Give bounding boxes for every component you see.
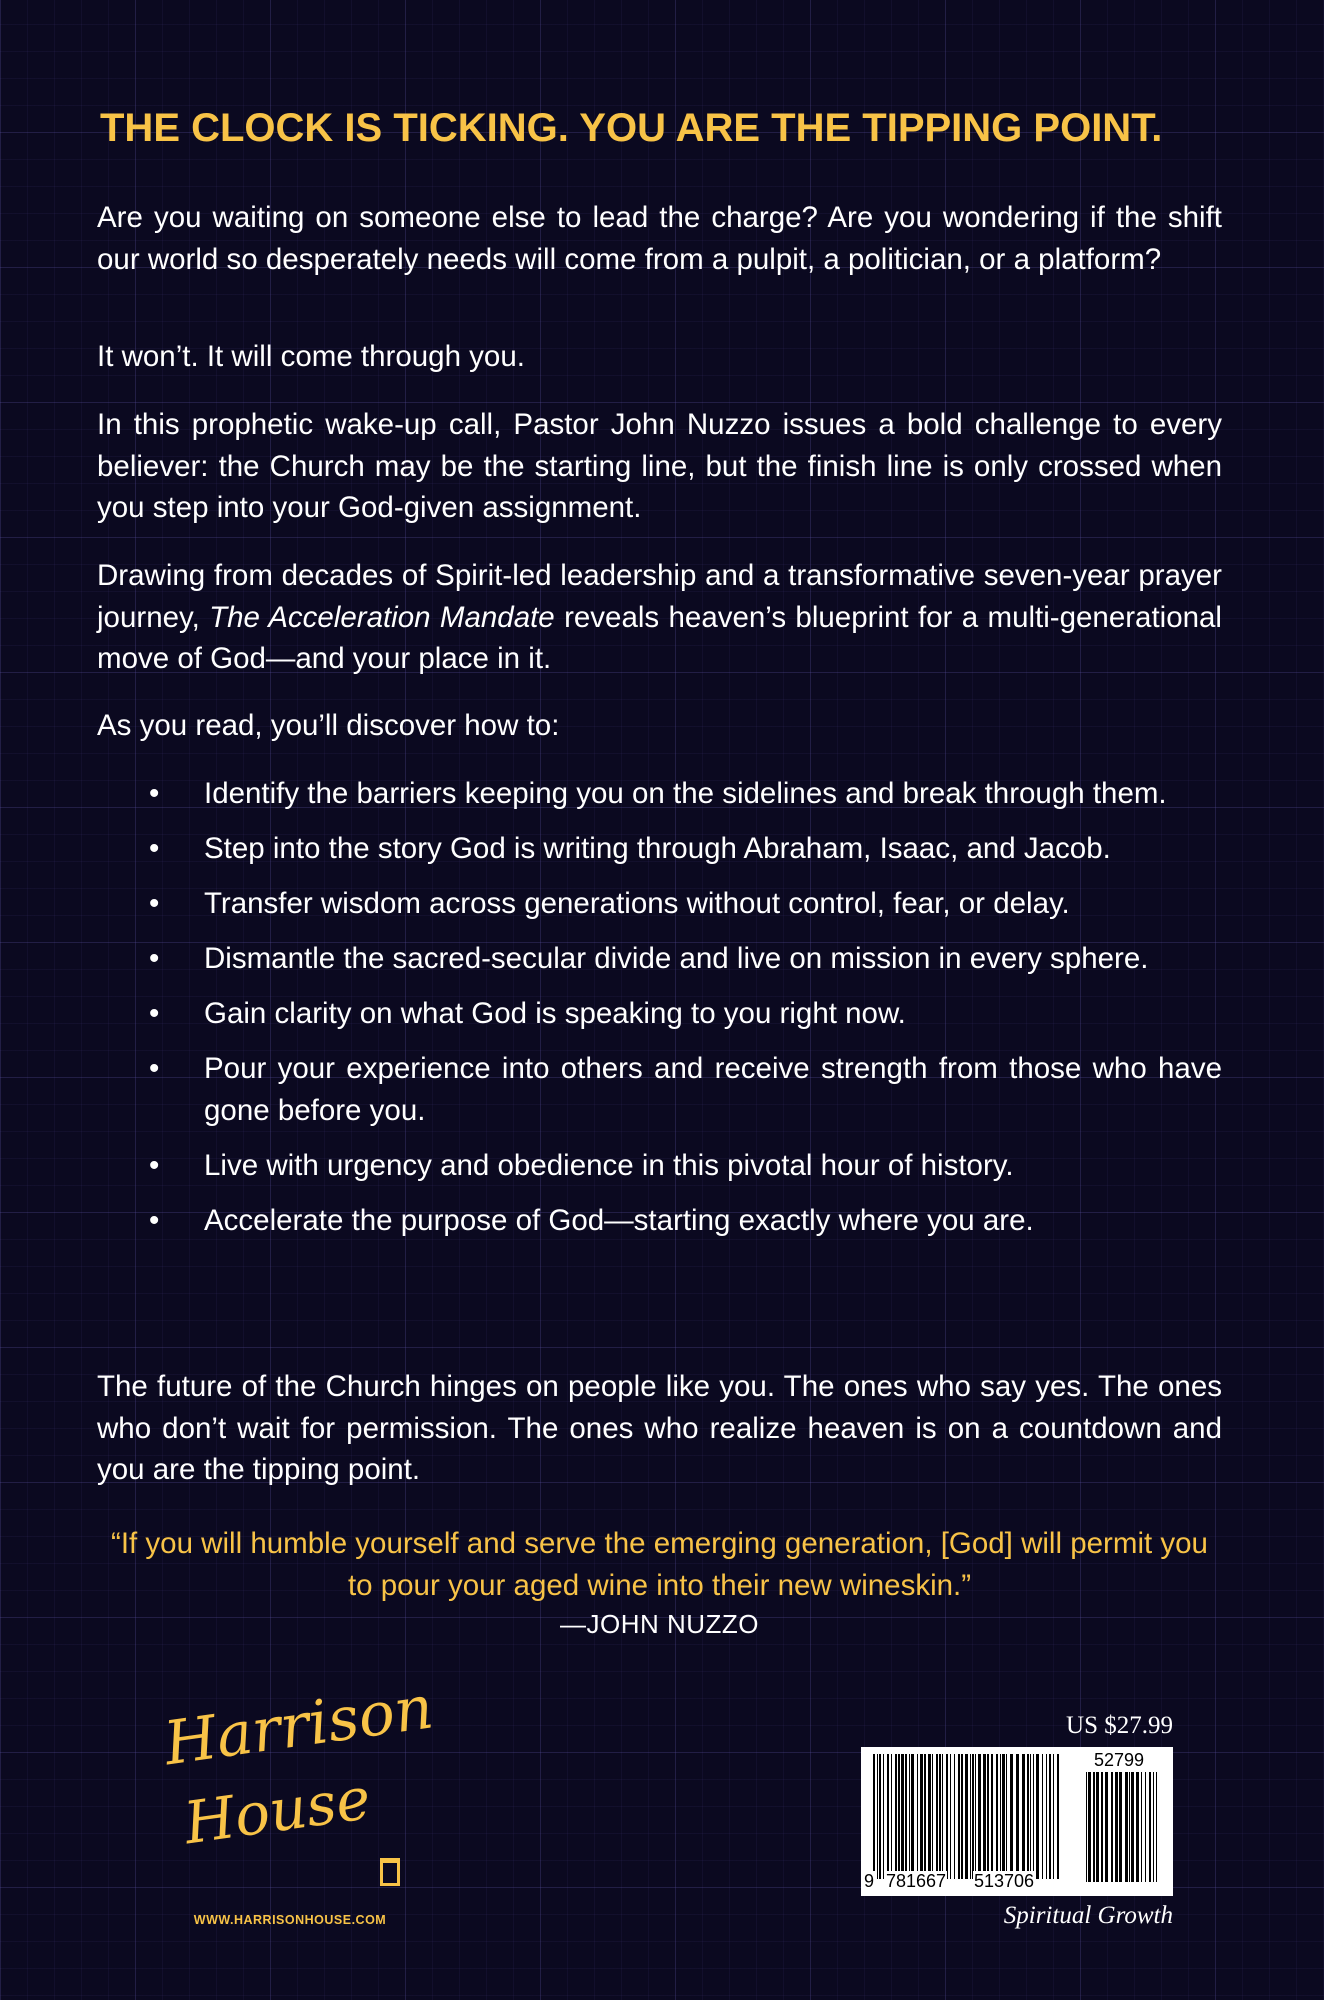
- bullet-icon: •: [149, 777, 160, 810]
- barcode-bar: [1036, 1754, 1039, 1879]
- barcode-bar: [1141, 1772, 1142, 1882]
- list-item-text: Accelerate the purpose of God—starting exactly where you are.: [204, 1203, 1034, 1237]
- answer-paragraph: It won’t. It will come through you.: [97, 340, 525, 373]
- barcode-bar: [877, 1754, 878, 1879]
- barcode-bar: [958, 1754, 960, 1879]
- barcode-bar: [879, 1754, 881, 1879]
- barcode-bar: [1027, 1754, 1029, 1879]
- list-item-text: Identify the barriers keeping you on the sidelines and break through them.: [204, 777, 1167, 810]
- list-item-text: Dismantle the sacred-secular divide and live on mission in every sphere.: [204, 942, 1149, 975]
- barcode-bar: [1105, 1772, 1108, 1882]
- barcode-bar: [942, 1754, 943, 1879]
- barcode-bar: [905, 1754, 907, 1879]
- barcode-bar: [1042, 1754, 1043, 1879]
- list-item: [97, 993, 1222, 1035]
- barcode-bar: [1000, 1754, 1001, 1879]
- barcode-bar: [1030, 1754, 1031, 1879]
- closing-paragraph: The future of the Church hinges on people like you. The ones who say yes. The ones who don’t wait for permission. The ones who realize heaven is on a countdown and you are the tipping point.: [97, 1370, 1222, 1486]
- barcode-bar: [1053, 1754, 1054, 1879]
- barcode-bar: [898, 1754, 900, 1879]
- logo-line-2: House: [180, 1763, 375, 1858]
- barcode-bar: [891, 1754, 892, 1879]
- barcode-bar: [1101, 1772, 1103, 1882]
- barcode-bar: [1046, 1754, 1047, 1879]
- barcode-bar: [1153, 1772, 1154, 1882]
- barcode-bar: [1093, 1772, 1095, 1882]
- barcode-lead-digit: 9: [864, 1871, 875, 1891]
- bullet-icon: •: [149, 887, 160, 920]
- list-item: [97, 938, 1222, 980]
- barcode-bar: [883, 1754, 884, 1879]
- barcode-bar: [975, 1754, 976, 1879]
- barcode-bar: [1002, 1754, 1005, 1879]
- barcode-addon-bars: [1086, 1772, 1158, 1882]
- barcode-bar: [920, 1754, 923, 1879]
- publisher-url: WWW.HARRISONHOUSE.COM: [193, 1913, 387, 1927]
- list-item: [97, 1145, 1222, 1187]
- barcode-bar: [924, 1754, 926, 1879]
- barcode-bar: [965, 1754, 968, 1879]
- list-item: [97, 828, 1222, 870]
- bullet-list: [97, 773, 1222, 1255]
- barcode-bar: [873, 1754, 875, 1879]
- price: US $27.99: [1066, 1712, 1173, 1739]
- barcode-bar: [917, 1754, 918, 1879]
- headline: THE CLOCK IS TICKING. YOU ARE THE TIPPING POINT.: [100, 106, 1163, 150]
- barcode-bar: [1033, 1754, 1034, 1879]
- blueprint-text-2: reveals heaven’s blueprint for a multi-generational move of God—and your place in it.: [97, 600, 1222, 675]
- barcode-bar: [991, 1754, 993, 1879]
- barcode-bar: [1016, 1754, 1019, 1879]
- bullet-icon: •: [149, 832, 160, 865]
- intro-paragraph: Are you waiting on someone else to lead the charge? Are you wondering if the shift our world so desperately needs will come from a pulpit, a politician, or a platform?: [97, 201, 1222, 276]
- barcode-group-1: 781667: [886, 1871, 947, 1891]
- barcode-bar: [895, 1754, 897, 1879]
- list-item: [97, 1048, 1222, 1131]
- book-title: The Acceleration Mandate: [209, 600, 555, 634]
- publisher-mark-icon: [380, 1858, 400, 1886]
- isbn-barcode: [861, 1747, 1173, 1896]
- barcode-bar: [946, 1754, 948, 1879]
- bullet-icon: •: [149, 1148, 160, 1182]
- logo-line-1: Harrison: [160, 1672, 438, 1780]
- barcode-group-2: 513706: [974, 1871, 1035, 1891]
- quote-attribution: —JOHN NUZZO: [559, 1609, 760, 1639]
- barcode-bar: [996, 1754, 998, 1879]
- barcode-bar: [1006, 1754, 1007, 1879]
- barcode-bar: [983, 1754, 986, 1879]
- barcode-bar: [1022, 1754, 1025, 1879]
- barcode-bar: [1136, 1772, 1139, 1882]
- barcode-bar: [961, 1754, 963, 1879]
- list-item: [97, 773, 1222, 815]
- list-item-text: Pour your experience into others and receive strength from those who have gone before you.: [204, 1052, 1222, 1127]
- barcode-bar: [887, 1754, 889, 1879]
- barcode-main-bars: [873, 1754, 1063, 1879]
- barcode-bar: [1096, 1772, 1099, 1882]
- bullet-icon: •: [149, 1052, 160, 1085]
- barcode-bar: [1111, 1772, 1113, 1882]
- bullet-icon: •: [149, 997, 160, 1030]
- barcode-bar: [1057, 1754, 1059, 1879]
- barcode-bar: [1010, 1754, 1013, 1879]
- list-item-text: Step into the story God is writing through Abraham, Isaac, and Jacob.: [204, 832, 1111, 865]
- barcode-bar: [970, 1754, 971, 1879]
- category-label: Spiritual Growth: [1003, 1902, 1173, 1929]
- barcode-bar: [1049, 1754, 1051, 1879]
- barcode-bar: [1115, 1772, 1118, 1882]
- barcode-bar: [954, 1754, 955, 1879]
- barcode-bar: [936, 1754, 938, 1879]
- barcode-bar: [939, 1754, 941, 1879]
- blueprint-text-1: Drawing from decades of Spirit-led leadership and a transformative seven-year prayer journey,: [97, 559, 1222, 634]
- discover-paragraph: As you read, you’ll discover how to:: [97, 709, 560, 742]
- barcode-bar: [1119, 1772, 1122, 1882]
- list-item: [97, 1200, 1222, 1242]
- pull-quote: “If you will humble yourself and serve the emerging generation, [God] will permit you to pour your aged wine into their new wineskin.”: [111, 1527, 1208, 1602]
- publisher-logo: [140, 1672, 450, 1890]
- barcode-addon-number: 52799: [1094, 1750, 1145, 1770]
- barcode-bar: [928, 1754, 931, 1879]
- list-item: [97, 883, 1222, 925]
- barcode-bar: [1086, 1772, 1087, 1882]
- list-item-text: Live with urgency and obedience in this pivotal hour of history.: [204, 1148, 1014, 1182]
- barcode-bar: [932, 1754, 933, 1879]
- barcode-bar: [909, 1754, 910, 1879]
- barcode-bar: [1131, 1772, 1134, 1882]
- barcode-bar: [1145, 1772, 1146, 1882]
- barcode-bar: [1125, 1772, 1128, 1882]
- blueprint-paragraph: [97, 555, 1222, 680]
- bullet-icon: •: [149, 942, 160, 975]
- barcode-bar: [1088, 1772, 1091, 1882]
- bullet-icon: •: [149, 1203, 160, 1237]
- barcode-bar: [911, 1754, 914, 1879]
- barcode-bar: [901, 1754, 904, 1879]
- barcode-bar: [1149, 1772, 1151, 1882]
- barcode-bar: [987, 1754, 989, 1879]
- barcode-bar: [1156, 1772, 1157, 1882]
- list-item-text: Gain clarity on what God is speaking to you right now.: [204, 997, 906, 1030]
- challenge-paragraph: In this prophetic wake-up call, Pastor John Nuzzo issues a bold challenge to every believer: the Church may be the starting line, but the finish line is only crossed when you step into your God-given assignment.: [97, 408, 1222, 524]
- list-item-text: Transfer wisdom across generations without control, fear, or delay.: [204, 887, 1070, 920]
- barcode-bar: [978, 1754, 981, 1879]
- barcode-bar: [950, 1754, 951, 1879]
- barcode-bar: [972, 1754, 974, 1879]
- barcode-bar: [1129, 1772, 1130, 1882]
